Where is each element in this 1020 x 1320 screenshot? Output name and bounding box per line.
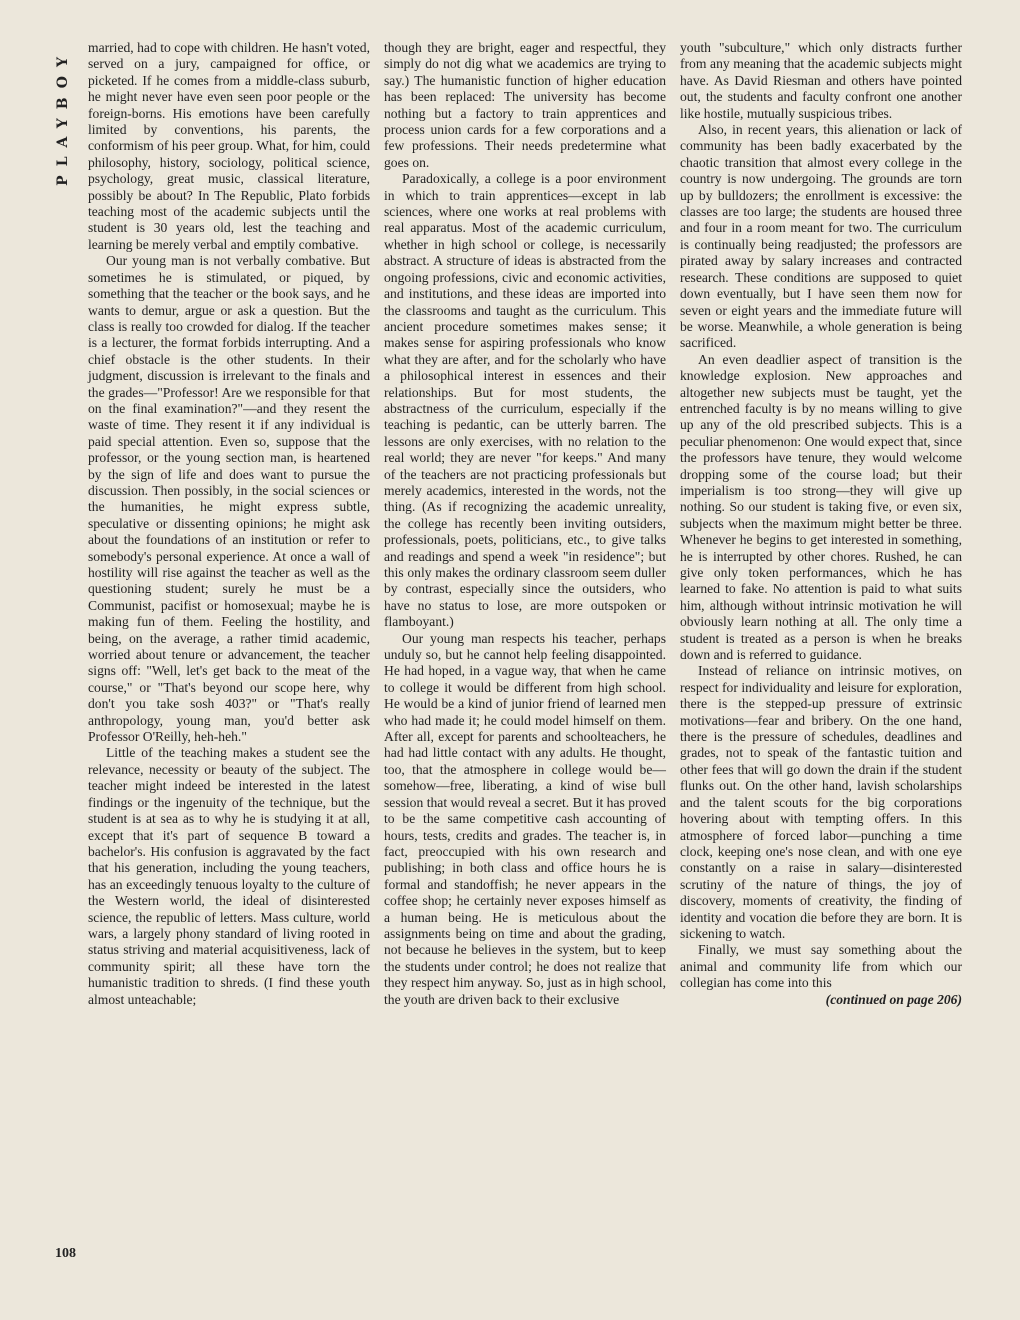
- paragraph: Paradoxically, a college is a poor environment in which to train apprentices—except in lab sciences, where one works at real problems with real apparatus. Most of the academic curriculum, whether in high school or college, is necessarily abstract. A structure of ideas is abstracted from the ongoing professions, civic and economic activities, and institutions, and these ideas are imported into the classrooms and taught as the curriculum. This ancient procedure sometimes makes sense; it makes sense for aspiring professionals who know what they are after, and for the scholarly who have a philosophical interest in essences and their relationships. But for most students, the abstractness of the curriculum, especially if the teaching is pedantic, can be utterly barren. The lessons are only exercises, with no relation to the real world; they are never "for keeps." And many of the teachers are not practicing professionals but merely academics, interested in the words, not the thing. (As if recognizing the academic unreality, the college has recently been inviting outsiders, professionals, poets, politicians, etc., to give talks and readings and spend a week "in residence"; but this only makes the ordinary classroom seem duller by contrast, especially since the outsiders, who have no status to lose, are more outspoken or flamboyant.): [384, 171, 666, 630]
- paragraph: married, had to cope with children. He hasn't voted, served on a jury, campaigned for office, or picketed. If he comes from a middle-class suburb, he might never have even seen poor people or the foreign-borns. His emotions have been carefully limited by conventions, his parents, the conformism of his peer group. What, for him, could philosophy, history, sociology, political science, psychology, great music, classical literature, possibly be about? In The Republic, Plato forbids teaching most of the academic subjects until the student is 30 years old, lest the teaching and learning be merely verbal and emptily combative.: [88, 40, 370, 252]
- page-number: 108: [55, 1246, 76, 1261]
- column-3: [680, 40, 962, 1290]
- article-body: [88, 40, 962, 1290]
- paragraph: Finally, we must say something about the animal and community life from which our collegian has come into this: [680, 942, 962, 991]
- paragraph: Also, in recent years, this alienation or lack of community has been badly exacerbated by the chaotic transition that almost every college in the country is now undergoing. The grounds are torn up by bulldozers; the enrollment is excessive: the classes are too large; the students are housed three and four in a room meant for two. The curriculum is continually being readjusted; the professors are pirated away by salary increases and contracted research. These conditions are supposed to quiet down eventually, but I have seen them now for seven or eight years and the immediate future will be worse. Meanwhile, a whole generation is being sacrificed.: [680, 122, 962, 351]
- continued-note: (continued on page 206): [825, 991, 962, 1007]
- paragraph: youth "subculture," which only distracts further from any meaning that the academic subjects might have. As David Riesman and others have pointed out, the students and faculty confront one another like hostile, mutually suspicious tribes.: [680, 40, 962, 121]
- column-1: [88, 40, 370, 1290]
- paragraph: Instead of reliance on intrinsic motives, on respect for individuality and leisure for exploration, there is the stepped-up pressure of extrinsic motivations—fear and bribery. On the one hand, there is the pressure of schedules, deadlines and grades, not to speak of the fantastic tuition and other fees that will go down the drain if the student flunks out. On the other hand, lavish scholarships and the talent scouts for the big corporations hovering about with tempting offers. In this atmosphere of forced labor—punching a time clock, keeping one's nose clean, and with one eye constantly on a raise in salary—disinterested scrutiny of the nature of things, the joy of discovery, moments of creativity, the finding of identity and vocation die before they are born. It is sickening to watch.: [680, 663, 962, 941]
- column-2: [384, 40, 666, 1290]
- paragraph: Little of the teaching makes a student see the relevance, necessity or beauty of the subject. The teacher might indeed be interested in the latest findings or the ingenuity of the technique, but the student is at sea as to why he is studying it at all, except that it's part of sequence B toward a bachelor's. His confusion is aggravated by the fact that his generation, including the young teachers, has an exceedingly tenuous loyalty to the culture of the Western world, the ideal of disinterested science, the republic of letters. Mass culture, world wars, a largely phony standard of living rooted in status striving and material acquisitiveness, lack of community spirit; all these have torn the humanistic tradition to shreds. (I find these youth almost unteachable;: [88, 745, 370, 1007]
- magazine-name-sidebar: PLAYBOY: [55, 48, 71, 186]
- paragraph: Our young man respects his teacher, perhaps unduly so, but he cannot help feeling disappointed. He had hoped, in a vague way, that when he came to college it would be different from high school. He would be a kind of junior friend of learned men who had made it; he could model himself on them. After all, except for parents and schoolteachers, he had had little contact with any adults. He thought, too, that the atmosphere in college would be—somehow—free, liberating, a kind of wise bull session that would reveal a secret. But it has proved to be the same competitive cash accounting of hours, tests, credits and grades. The teacher is, in fact, preoccupied with his own research and publishing; in both class and office hours he is formal and standoffish; he never appears in the coffee shop; he certainly never exposes himself as a human being. He is meticulous about the assignments being on time and about the grading, not because he believes in the system, but to keep the students under control; he does not realize that they respect him anyway. So, just as in high school, the youth are driven back to their exclusive: [384, 630, 666, 1007]
- paragraph: An even deadlier aspect of transition is the knowledge explosion. New approaches and altogether new subjects must be taught, yet the entrenched faculty is by no means willing to give up any of the old prescribed subjects. This is a peculiar phenomenon: One would expect that, since the professors have tenure, they would welcome dropping some of the course load; but their imperialism is too strong—they will give up nothing. So our student is taking five, or even six, subjects when the maximum might better be three. Whenever he begins to get interested in something, he is interrupted by other chores. Rushed, he can give only token performances, which he has learned to fake. No attention is paid to what suits him, although without intrinsic motivation he will obviously learn nothing at all. The only time a student is treated as a person is when he breaks down and is referred to guidance.: [680, 351, 962, 663]
- paragraph: Our young man is not verbally combative. But sometimes he is stimulated, or piqued, by something that the teacher or the book says, and he wants to demur, argue or ask a question. But the class is really too crowded for dialog. If the teacher is a lecturer, the format forbids interrupting. And a chief obstacle is the other students. In their judgment, discussion is irrelevant to the finals and the grades—"Professor! Are we responsible for that on the final examination?"—and they resent the waste of time. They resent it if any individual is paid special attention. Even so, suppose that the professor, or the young section man, is heartened by the sign of life and does want to pursue the discussion. Then possibly, in the social sciences or the humanities, he might express subtle, speculative or dissenting opinions; he might ask about the foundations of an institution or refer to somebody's personal experience. At once a wall of hostility will rise against the teacher as well as the questioning student; surely he must be a Communist, pacifist or homosexual; maybe he is making fun of them. Feeling the hostility, and being, on the average, a rather timid academic, worried about tenure or advancement, the teacher signs off: "Well, let's get back to the meat of the course," or "That's beyond our scope here, why don't you take sosh 403?" or "That's really anthropology, young man, you'd better ask Professor O'Reilly, heh-heh.": [88, 253, 370, 745]
- paragraph: though they are bright, eager and respectful, they simply do not dig what we academics are trying to say.) The humanistic function of higher education has been replaced: The university has become nothing but a factory to train apprentices and process union cards for a few corporations and a few professions. Their needs predetermine what goes on.: [384, 40, 666, 170]
